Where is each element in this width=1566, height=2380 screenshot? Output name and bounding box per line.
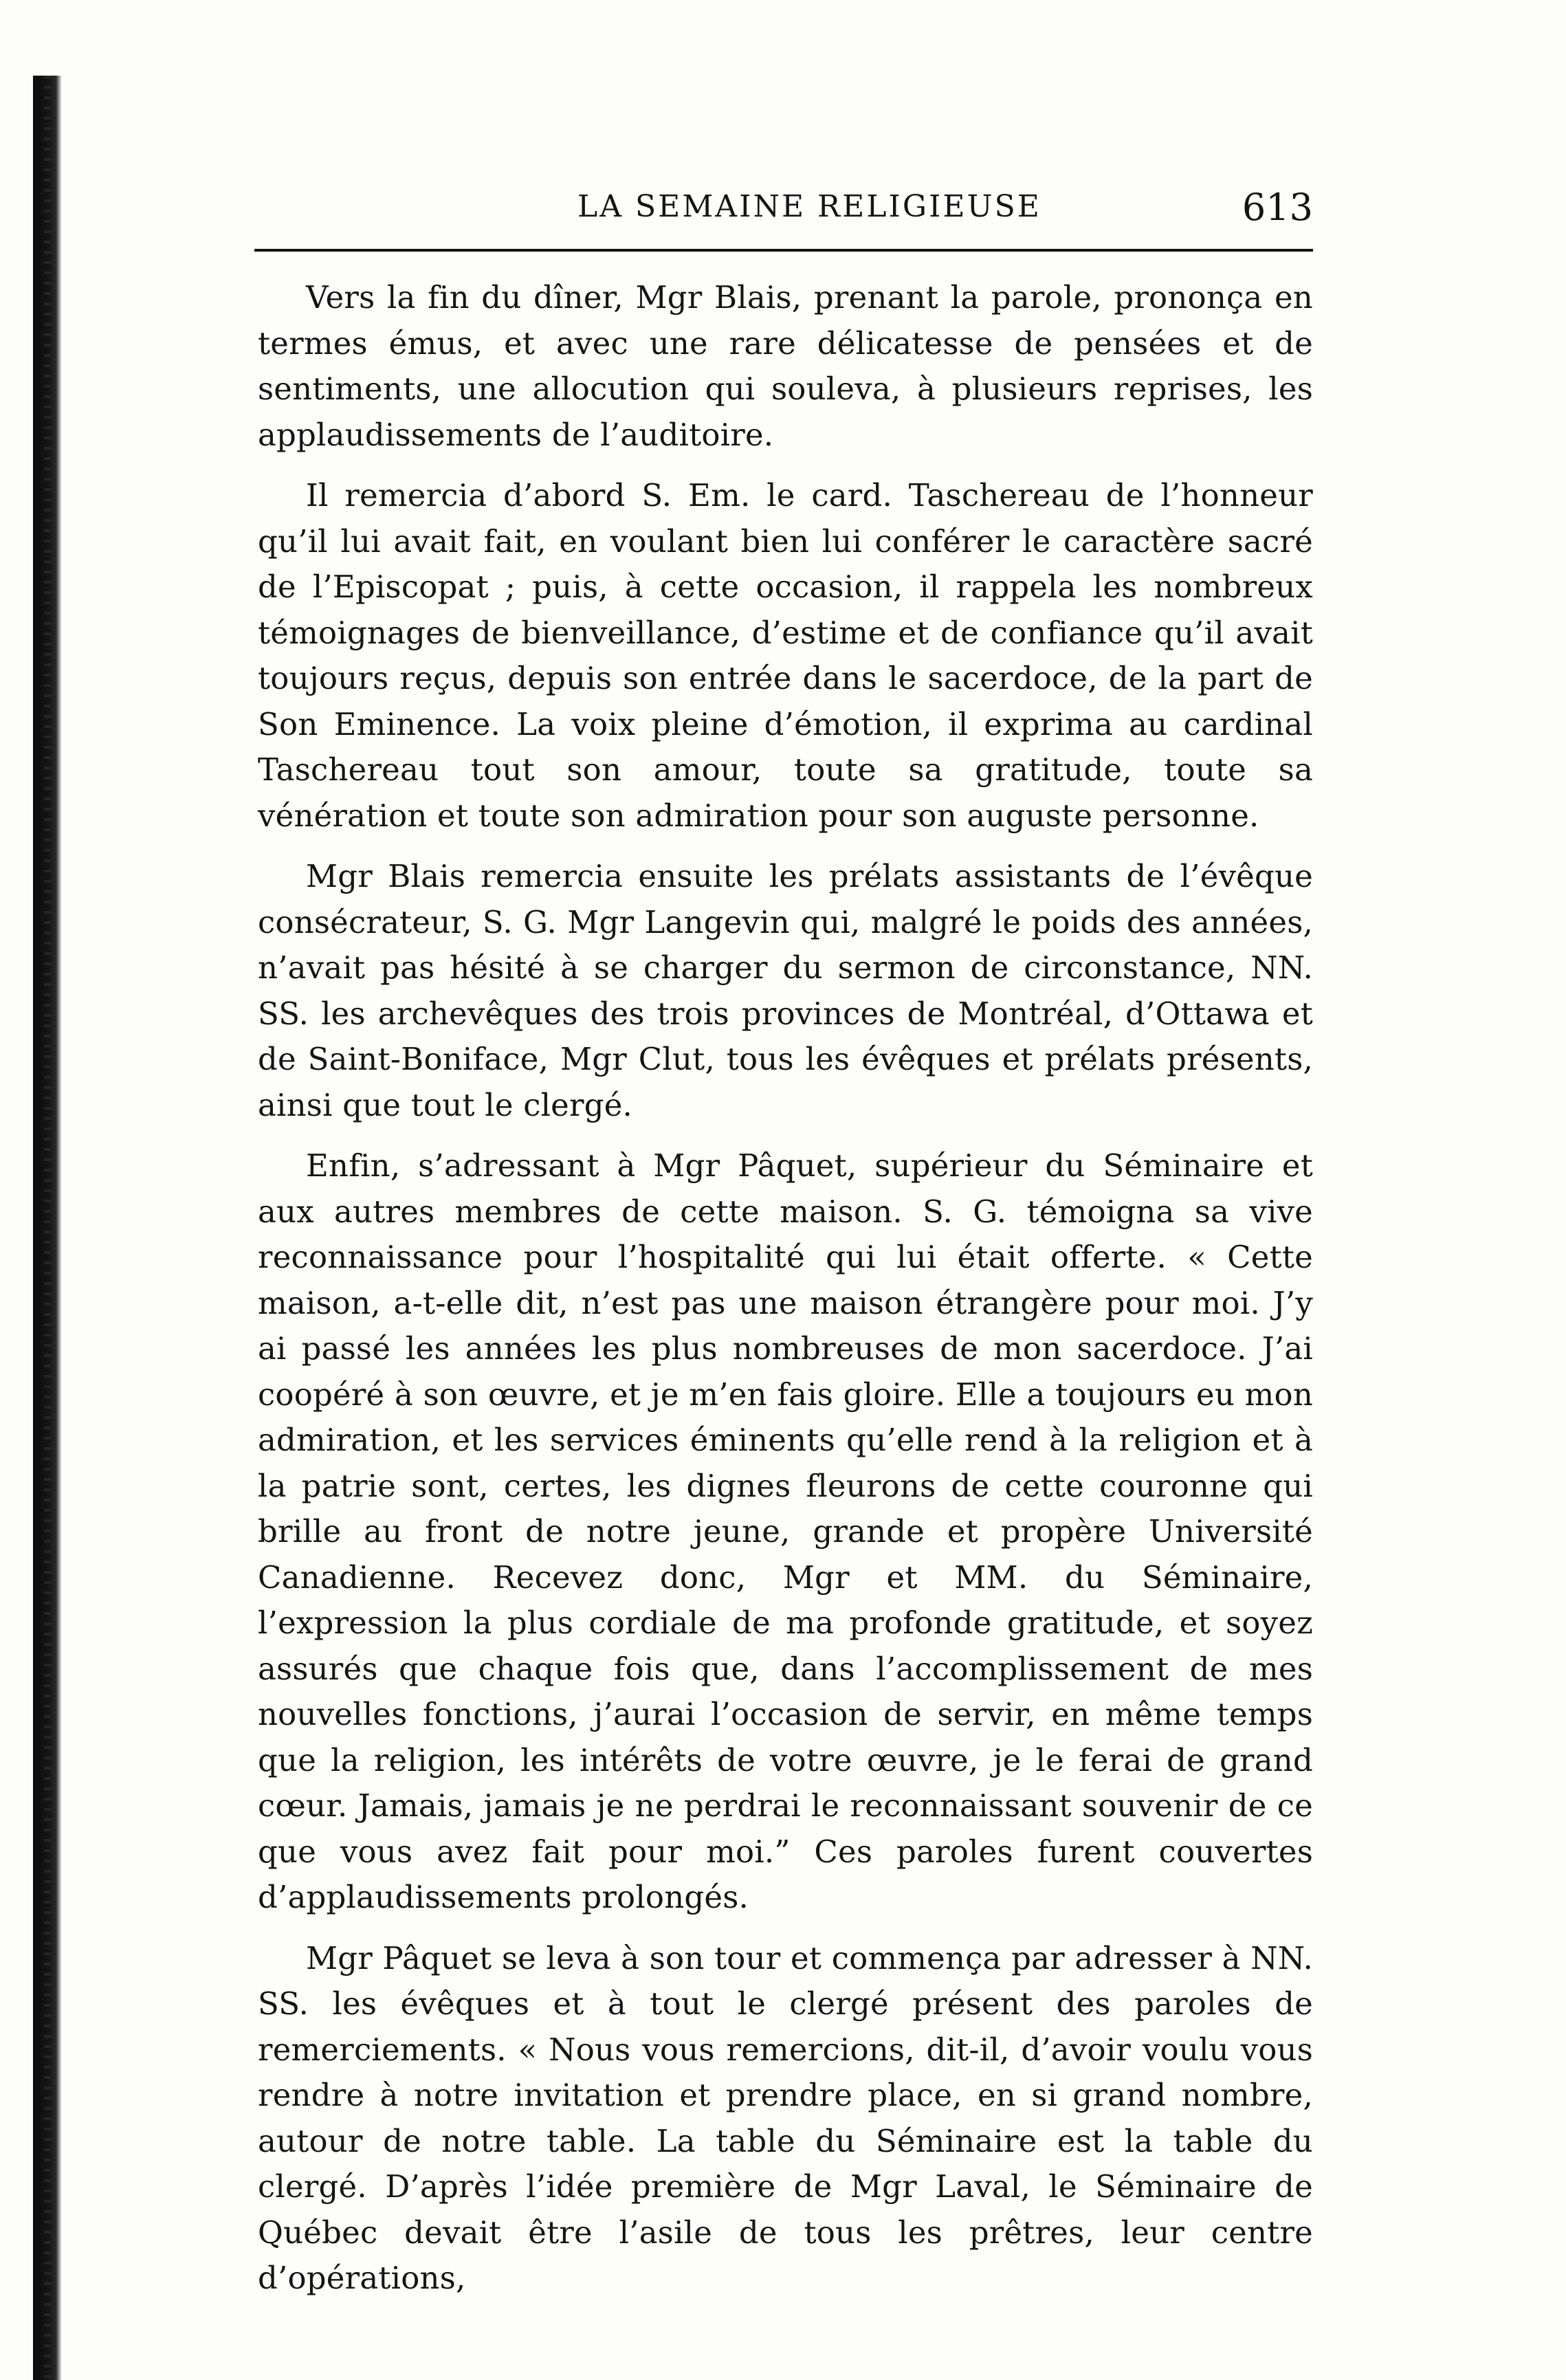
paragraph: Il remercia d’abord S. Em. le card. Taschereau de l’honneur qu’il lui avait fait, en voulant bien lui conférer le caractère sacré de l’Episcopat ; puis, à cette occasion, il rappela les nombreux témoignages de bienveillance, d’estime et de confiance qu’il avait toujours reçus, depuis son entrée dans le sacerdoce, de la part de Son Eminence. La voix pleine d’émotion, il exprima au cardinal Taschereau tout son amour, toute sa gratitude, toute sa vénération et toute son admiration pour son auguste personne. — [258, 477, 1313, 834]
header-rule — [254, 249, 1313, 252]
running-head: LA SEMAINE RELIGIEUSE — [577, 189, 1041, 224]
body-text — [258, 275, 1313, 2296]
paragraph: Vers la fin du dîner, Mgr Blais, prenant la parole, prononça en termes émus, et avec une rare délicatesse de pensées et de sentiments, une allocution qui souleva, à plusieurs reprises, les applaudissements de l’auditoire. — [258, 279, 1313, 453]
paragraph: Mgr Pâquet se leva à son tour et commença par adresser à NN. SS. les évêques et à tout le clergé présent des paroles de remerciements. « Nous vous remercions, dit-il, d’avoir voulu vous rendre à notre invitation et prendre place, en si grand nombre, autour de notre table. La table du Séminaire est la table du clergé. D’après l’idée première de Mgr Laval, le Séminaire de Québec devait être l’asile de tous les prêtres, leur centre d’opérations, — [258, 1939, 1313, 2296]
paragraph: Enfin, s’adressant à Mgr Pâquet, supérieur du Séminaire et aux autres membres de cette maison. S. G. témoigna sa vive reconnaissance pour l’hospitalité qui lui était offerte. « Cette maison, a-t-elle dit, n’est pas une maison étrangère pour moi. J’y ai passé les années les plus nombreuses de mon sacerdoce. J’ai coopéré à son œuvre, et je m’en fais gloire. Elle a toujours eu mon admiration, et les services éminents qu’elle rend à la religion et à la patrie sont, certes, les dignes fleurons de cette couronne qui brille au front de notre jeune, grande et propère Université Canadienne. Recevez donc, Mgr et MM. du Séminaire, l’expression la plus cordiale de ma profonde gratitude, et soyez assurés que chaque fois que, dans l’accomplissement de mes nouvelles fonctions, j’aurai l’occasion de servir, en même temps que la religion, les intérêts de votre œuvre, je le ferai de grand cœur. Jamais, jamais je ne perdrai le reconnaissant souvenir de ce que vous avez fait pour moi.” Ces paroles furent couvertes d’applaudissements prolongés. — [258, 1147, 1313, 1915]
scan-binding-edge — [33, 76, 62, 2380]
page-header — [254, 186, 1313, 234]
page-number: 613 — [1242, 186, 1313, 229]
paragraph: Mgr Blais remercia ensuite les prélats assistants de l’évêque consécrateur, S. G. Mgr Langevin qui, malgré le poids des années, n’avait pas hésité à se charger du sermon de circonstance, NN. SS. les archevêques des trois provinces de Montréal, d’Ottawa et de Saint-Boniface, Mgr Clut, tous les évêques et prélats présents, ainsi que tout le clergé. — [258, 858, 1313, 1123]
